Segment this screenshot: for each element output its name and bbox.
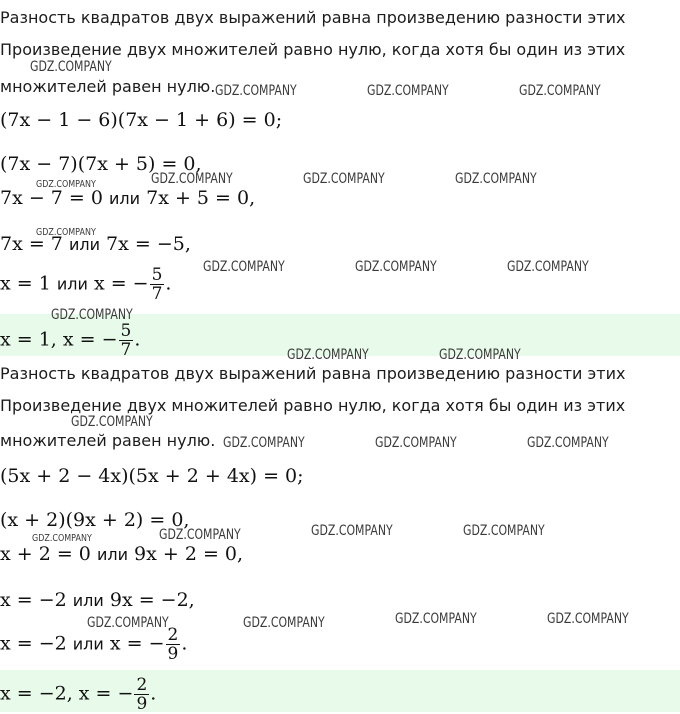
- answer-2: x = −2, x = − $\frac{2}{9}$ .: [0, 675, 157, 714]
- step4-left: 7x = 7: [0, 233, 63, 255]
- rule-zero-product-line2: множителей равен нулю.: [0, 431, 216, 450]
- equation-step-4: [0, 588, 195, 613]
- step3-left: x + 2 = 0: [0, 543, 91, 565]
- rule-difference-of-squares: Разность квадратов двух выражений равна произведению разности этих: [0, 364, 626, 383]
- fraction: $\frac{5}{7}$: [120, 321, 132, 360]
- watermark: GDZ.COMPANY: [71, 414, 153, 430]
- equation-step-5: x = −2 или x = − $\frac{2}{9}$ .: [0, 625, 188, 664]
- fraction: $\frac{2}{9}$: [167, 625, 179, 664]
- step3-right: 9x + 2 = 0,: [134, 543, 244, 565]
- or-word: или: [96, 545, 128, 564]
- watermark: GDZ.COMPANY: [32, 533, 92, 544]
- watermark: GDZ.COMPANY: [87, 615, 169, 631]
- watermark: GDZ.COMPANY: [51, 307, 133, 323]
- or-word: или: [72, 634, 104, 654]
- or-word: или: [109, 189, 141, 208]
- watermark: GDZ.COMPANY: [519, 83, 601, 99]
- watermark: GDZ.COMPANY: [159, 527, 241, 543]
- watermark: GDZ.COMPANY: [215, 83, 297, 99]
- watermark: GDZ.COMPANY: [303, 171, 385, 187]
- equation-step-5: x = 1 или x = − $\frac{5}{7}$ .: [0, 265, 172, 304]
- or-word: или: [68, 235, 100, 254]
- step5-left: x = 1: [0, 272, 51, 295]
- watermark: GDZ.COMPANY: [203, 259, 285, 275]
- watermark: GDZ.COMPANY: [367, 83, 449, 99]
- watermark: GDZ.COMPANY: [287, 347, 369, 363]
- watermark: GDZ.COMPANY: [151, 171, 233, 187]
- watermark: GDZ.COMPANY: [395, 611, 477, 627]
- watermark: GDZ.COMPANY: [375, 435, 457, 451]
- step5-right-prefix: x = −: [93, 272, 149, 295]
- answer-1: x = 1, x = − $\frac{5}{7}$ .: [0, 321, 141, 360]
- step4-right: 9x = −2,: [109, 589, 195, 611]
- rule-zero-product-line1: Произведение двух множителей равно нулю, когда хотя бы один из этих: [0, 40, 626, 59]
- watermark: GDZ.COMPANY: [455, 171, 537, 187]
- watermark: GDZ.COMPANY: [527, 435, 609, 451]
- rule-difference-of-squares: Разность квадратов двух выражений равна произведению разности этих: [0, 8, 626, 27]
- step4-right: 7x = −5,: [106, 233, 191, 255]
- watermark: GDZ.COMPANY: [30, 59, 112, 75]
- fraction: $\frac{2}{9}$: [136, 675, 148, 714]
- watermark: GDZ.COMPANY: [355, 259, 437, 275]
- equation-step-3: [0, 542, 243, 567]
- step3-left: 7x − 7 = 0: [0, 187, 103, 209]
- watermark: GDZ.COMPANY: [439, 347, 521, 363]
- watermark: GDZ.COMPANY: [507, 259, 589, 275]
- step5-left: x = −2: [0, 632, 67, 655]
- or-word: или: [72, 591, 104, 610]
- answer-prefix: x = 1, x = −: [0, 328, 118, 351]
- watermark: GDZ.COMPANY: [547, 611, 629, 627]
- watermark: GDZ.COMPANY: [36, 227, 96, 238]
- fraction: $\frac{5}{7}$: [151, 265, 163, 304]
- answer-prefix: x = −2, x = −: [0, 682, 134, 705]
- step5-right-prefix: x = −: [109, 632, 165, 655]
- equation-step-2: (x + 2)(9x + 2) = 0,: [0, 509, 190, 531]
- watermark: GDZ.COMPANY: [36, 179, 96, 190]
- watermark: GDZ.COMPANY: [223, 435, 305, 451]
- or-word: или: [56, 274, 88, 294]
- equation-step-1: (5x + 2 − 4x)(5x + 2 + 4x) = 0;: [0, 465, 304, 487]
- equation-step-1: (7x − 1 − 6)(7x − 1 + 6) = 0;: [0, 109, 283, 131]
- watermark: GDZ.COMPANY: [311, 523, 393, 539]
- rule-zero-product-line1: Произведение двух множителей равно нулю, когда хотя бы один из этих: [0, 396, 626, 415]
- equation-step-2: (7x − 7)(7x + 5) = 0,: [0, 153, 202, 175]
- step4-left: x = −2: [0, 589, 67, 611]
- watermark: GDZ.COMPANY: [463, 523, 545, 539]
- rule-zero-product-line2: множителей равен нулю.: [0, 77, 216, 96]
- step3-right: 7x + 5 = 0,: [146, 187, 256, 209]
- watermark: GDZ.COMPANY: [243, 615, 325, 631]
